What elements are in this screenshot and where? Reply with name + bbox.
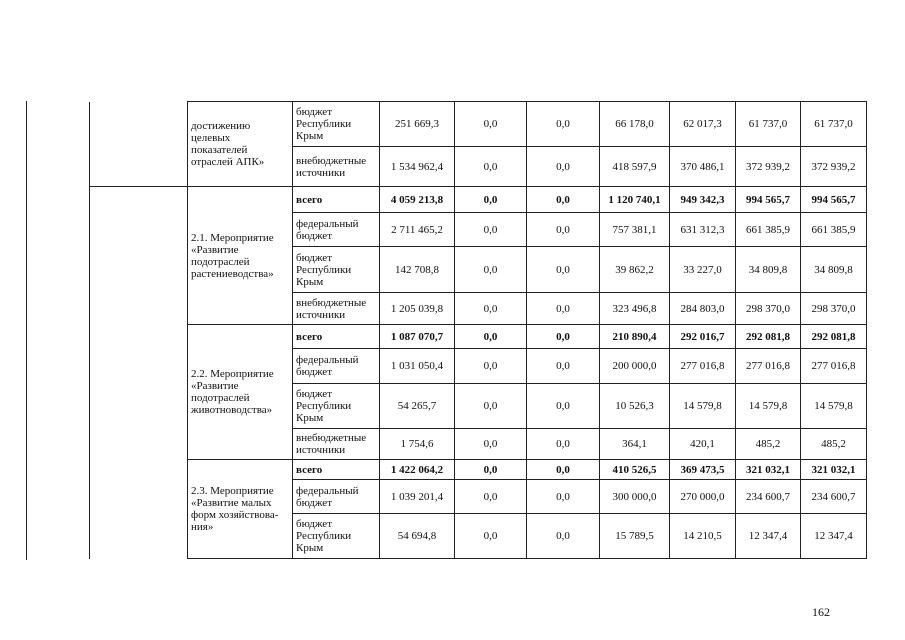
value-cell: 369 473,5 (670, 460, 736, 480)
table-row (90, 325, 867, 349)
value-cell: 62 017,3 (670, 102, 736, 147)
value-cell: 2 711 465,2 (380, 213, 455, 247)
value-cell: 372 939,2 (736, 147, 801, 187)
value-cell: 0,0 (455, 213, 527, 247)
value-cell: 323 496,8 (600, 293, 670, 325)
value-cell: 0,0 (527, 514, 600, 559)
funding-source-cell: всего (293, 325, 380, 349)
value-cell: 251 669,3 (380, 102, 455, 147)
value-cell: 66 178,0 (600, 102, 670, 147)
funding-source-cell: федеральный бюджет (293, 480, 380, 514)
value-cell: 200 000,0 (600, 349, 670, 384)
value-cell: 33 227,0 (670, 247, 736, 293)
value-cell: 0,0 (527, 460, 600, 480)
value-cell: 372 939,2 (801, 147, 867, 187)
value-cell: 418 597,9 (600, 147, 670, 187)
funding-source-cell: всего (293, 460, 380, 480)
activity-name-cell: достижению целевых показателей отраслей АПК» (188, 102, 293, 187)
value-cell: 277 016,8 (670, 349, 736, 384)
table-row (90, 460, 867, 480)
value-cell: 0,0 (455, 247, 527, 293)
value-cell: 0,0 (455, 102, 527, 147)
value-cell: 298 370,0 (736, 293, 801, 325)
activity-name-cell: 2.1. Мероприятие «Развитие подотраслей растениеводства» (188, 187, 293, 325)
value-cell: 410 526,5 (600, 460, 670, 480)
budget-table (89, 101, 867, 559)
value-cell: 0,0 (527, 429, 600, 460)
value-cell: 1 087 070,7 (380, 325, 455, 349)
value-cell: 0,0 (527, 325, 600, 349)
value-cell: 1 205 039,8 (380, 293, 455, 325)
value-cell: 277 016,8 (736, 349, 801, 384)
value-cell: 661 385,9 (801, 213, 867, 247)
value-cell: 1 534 962,4 (380, 147, 455, 187)
value-cell: 54 265,7 (380, 384, 455, 429)
value-cell: 292 016,7 (670, 325, 736, 349)
value-cell: 277 016,8 (801, 349, 867, 384)
value-cell: 0,0 (527, 213, 600, 247)
value-cell: 300 000,0 (600, 480, 670, 514)
value-cell: 994 565,7 (736, 187, 801, 213)
value-cell: 485,2 (736, 429, 801, 460)
value-cell: 0,0 (527, 293, 600, 325)
value-cell: 757 381,1 (600, 213, 670, 247)
value-cell: 14 210,5 (670, 514, 736, 559)
funding-source-cell: федеральный бюджет (293, 349, 380, 384)
left-margin-rule (26, 101, 27, 560)
value-cell: 0,0 (527, 247, 600, 293)
value-cell: 34 809,8 (801, 247, 867, 293)
value-cell: 0,0 (455, 187, 527, 213)
funding-source-cell: федеральный бюджет (293, 213, 380, 247)
value-cell: 0,0 (455, 480, 527, 514)
value-cell: 234 600,7 (801, 480, 867, 514)
value-cell: 0,0 (455, 293, 527, 325)
value-cell: 15 789,5 (600, 514, 670, 559)
value-cell: 14 579,8 (801, 384, 867, 429)
value-cell: 321 032,1 (736, 460, 801, 480)
value-cell: 0,0 (455, 325, 527, 349)
page-number: 162 (812, 605, 830, 619)
value-cell: 54 694,8 (380, 514, 455, 559)
value-cell: 4 059 213,8 (380, 187, 455, 213)
value-cell: 420,1 (670, 429, 736, 460)
value-cell: 0,0 (455, 514, 527, 559)
value-cell: 1 120 740,1 (600, 187, 670, 213)
table-row (90, 187, 867, 213)
funding-source-cell: бюджет Республики Крым (293, 247, 380, 293)
value-cell: 284 803,0 (670, 293, 736, 325)
value-cell: 0,0 (527, 102, 600, 147)
value-cell: 949 342,3 (670, 187, 736, 213)
activity-name-cell: 2.2. Мероприятие «Развитие подотраслей животноводства» (188, 325, 293, 460)
value-cell: 0,0 (455, 429, 527, 460)
value-cell: 210 890,4 (600, 325, 670, 349)
blank-cell (90, 325, 188, 460)
value-cell: 370 486,1 (670, 147, 736, 187)
value-cell: 1 422 064,2 (380, 460, 455, 480)
value-cell: 270 000,0 (670, 480, 736, 514)
blank-cell (90, 460, 188, 559)
value-cell: 292 081,8 (801, 325, 867, 349)
value-cell: 0,0 (455, 384, 527, 429)
value-cell: 364,1 (600, 429, 670, 460)
value-cell: 142 708,8 (380, 247, 455, 293)
value-cell: 0,0 (455, 349, 527, 384)
value-cell: 0,0 (527, 384, 600, 429)
value-cell: 12 347,4 (801, 514, 867, 559)
table-row (90, 102, 867, 147)
funding-source-cell: внебюджетные источники (293, 147, 380, 187)
value-cell: 631 312,3 (670, 213, 736, 247)
value-cell: 1 754,6 (380, 429, 455, 460)
activity-name-cell: 2.3. Мероприятие «Развитие малых форм хозяйствова-ния» (188, 460, 293, 559)
value-cell: 0,0 (527, 147, 600, 187)
value-cell: 321 032,1 (801, 460, 867, 480)
value-cell: 14 579,8 (736, 384, 801, 429)
value-cell: 298 370,0 (801, 293, 867, 325)
value-cell: 0,0 (455, 147, 527, 187)
funding-source-cell: всего (293, 187, 380, 213)
value-cell: 10 526,3 (600, 384, 670, 429)
funding-source-cell: бюджет Республики Крым (293, 384, 380, 429)
value-cell: 661 385,9 (736, 213, 801, 247)
funding-source-cell: бюджет Республики Крым (293, 514, 380, 559)
value-cell: 994 565,7 (801, 187, 867, 213)
value-cell: 39 862,2 (600, 247, 670, 293)
funding-source-cell: внебюджетные источники (293, 429, 380, 460)
value-cell: 12 347,4 (736, 514, 801, 559)
value-cell: 234 600,7 (736, 480, 801, 514)
value-cell: 34 809,8 (736, 247, 801, 293)
value-cell: 0,0 (527, 480, 600, 514)
value-cell: 292 081,8 (736, 325, 801, 349)
value-cell: 1 039 201,4 (380, 480, 455, 514)
value-cell: 0,0 (455, 460, 527, 480)
value-cell: 0,0 (527, 349, 600, 384)
value-cell: 14 579,8 (670, 384, 736, 429)
value-cell: 61 737,0 (736, 102, 801, 147)
value-cell: 485,2 (801, 429, 867, 460)
funding-source-cell: внебюджетные источники (293, 293, 380, 325)
value-cell: 0,0 (527, 187, 600, 213)
value-cell: 61 737,0 (801, 102, 867, 147)
blank-cell (90, 102, 188, 187)
funding-source-cell: бюджет Республики Крым (293, 102, 380, 147)
blank-cell (90, 187, 188, 325)
value-cell: 1 031 050,4 (380, 349, 455, 384)
